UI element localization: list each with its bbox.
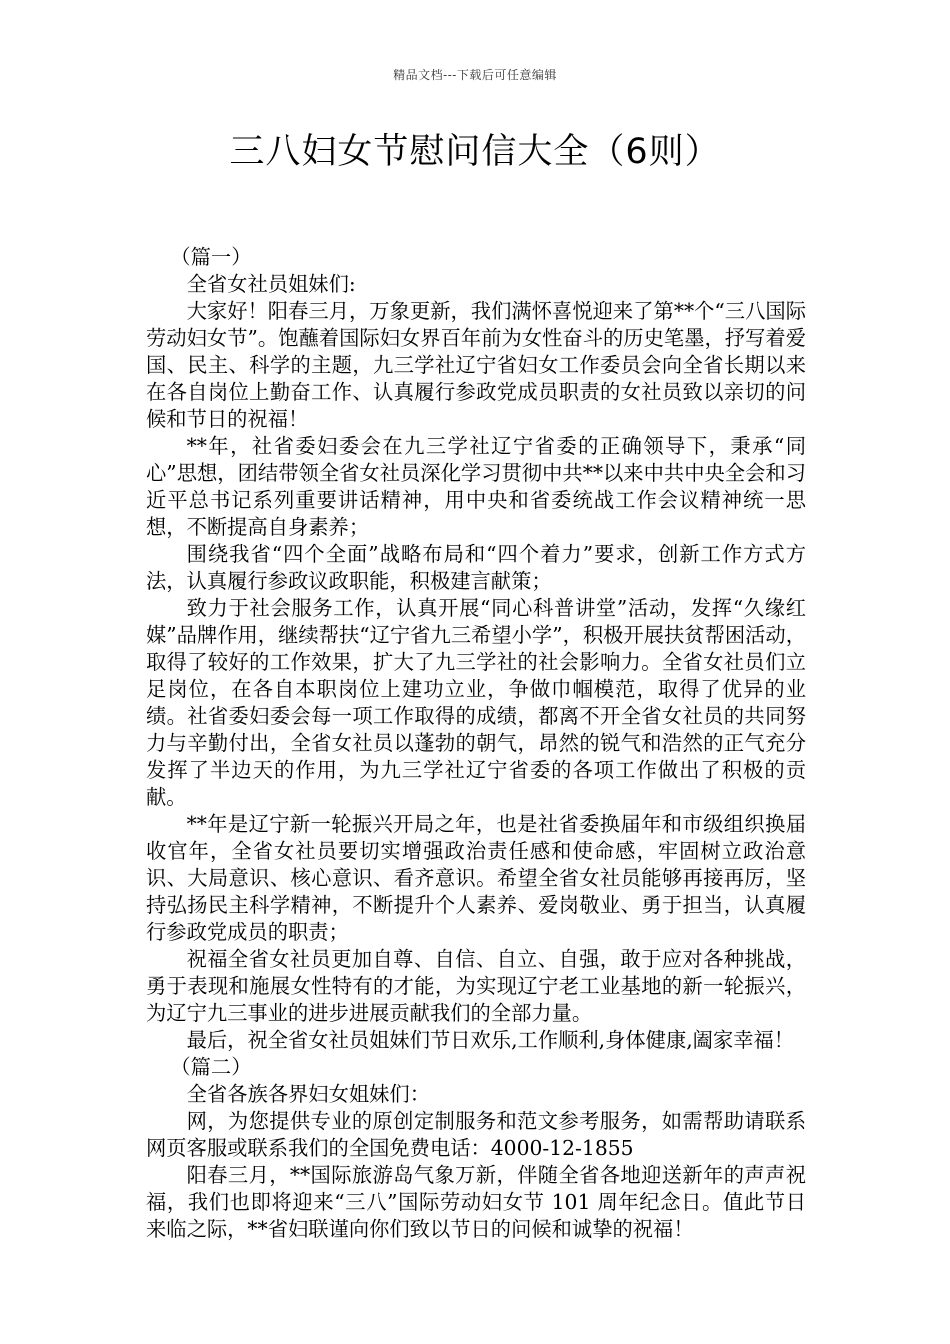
- salutation: 全省各族各界妇女姐妹们：: [186, 1082, 430, 1106]
- paragraph: **年，社省委妇委会在九三学社辽宁省委的正确领导下，秉承“同心”思想，团结带领全省女社员深化学习贯彻中共**以来中共中央全会和习近平总书记系列重要讲话精神，用中央和省委统战工作会议精神统一思想，不断提高自身素养；: [146, 434, 806, 539]
- paragraph: 围绕我省“四个全面”战略布局和“四个着力”要求，创新工作方式方法，认真履行参政议政职能，积极建言献策；: [146, 542, 806, 593]
- paragraph: 致力于社会服务工作，认真开展“同心科普讲堂”活动，发挥“久缘红媒”品牌作用，继续帮扶“辽宁省九三希望小学”，积极开展扶贫帮困活动，取得了较好的工作效果，扩大了九三学社的社会影响力。全省女社员们立足岗位，在各自本职岗位上建功立业，争做巾帼模范，取得了优异的业绩。社省委妇委会每一项工作取得的成绩，都离不开全省女社员的共同努力与辛勤付出，全省女社员以蓬勃的朝气，昂然的锐气和浩然的正气充分发挥了半边天的作用，为九三学社辽宁省委的各项工作做出了积极的贡献。: [146, 596, 806, 809]
- paragraph: 大家好！阳春三月，万象更新，我们满怀喜悦迎来了第**个“三八国际劳动妇女节”。饱蘸着国际妇女界百年前为女性奋斗的历史笔墨，抒写着爱国、民主、科学的主题，九三学社辽宁省妇女工作委员会向全省长期以来在各自岗位上勤奋工作、认真履行参政党成员职责的女社员致以亲切的问候和节日的祝福！: [146, 299, 806, 431]
- page-header-note: 精品文档---下载后可任意编辑: [393, 68, 557, 82]
- document-title: 三八妇女节慰问信大全（6则）: [229, 132, 721, 172]
- section-heading: （篇二）: [170, 1055, 252, 1079]
- paragraph: 最后，祝全省女社员姐妹们节日欢乐,工作顺利,身体健康,阖家幸福！: [186, 1028, 795, 1052]
- document-body: [146, 244, 806, 1243]
- salutation: 全省女社员姐妹们:: [186, 272, 356, 296]
- paragraph: **年是辽宁新一轮振兴开局之年，也是社省委换届年和市级组织换届收官年，全省女社员要切实增强政治责任感和使命感，牢固树立政治意识、大局意识、核心意识、看齐意识。希望全省女社员能够再接再厉，坚持弘扬民主科学精神，不断提升个人素养、爱岗敬业、勇于担当，认真履行参政党成员的职责；: [146, 812, 806, 944]
- paragraph: 阳春三月，**国际旅游岛气象万新，伴随全省各地迎送新年的声声祝福，我们也即将迎来“三八”国际劳动妇女节 101 周年纪念日。值此节日来临之际，**省妇联谨向你们致以节日的问候和诚挚的祝福！: [146, 1163, 806, 1241]
- section-heading: （篇一）: [170, 245, 252, 269]
- paragraph: 网，为您提供专业的原创定制服务和范文参考服务，如需帮助请联系网页客服或联系我们的全国免费电话：4000-12-1855: [146, 1109, 806, 1160]
- paragraph: 祝福全省女社员更加自尊、自信、自立、自强，敢于应对各种挑战，勇于表现和施展女性特有的才能，为实现辽宁老工业基地的新一轮振兴，为辽宁九三事业的进步进展贡献我们的全部力量。: [146, 947, 806, 1025]
